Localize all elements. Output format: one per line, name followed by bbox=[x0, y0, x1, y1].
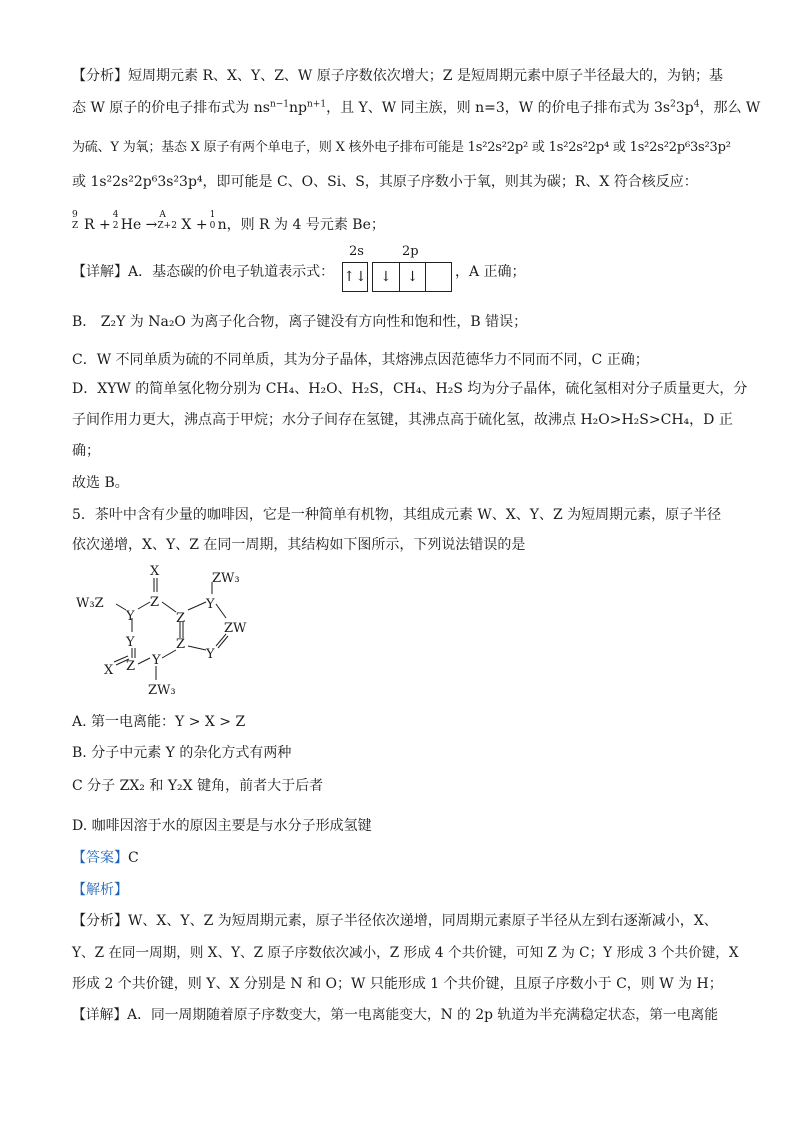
atom-z: Z bbox=[126, 659, 136, 674]
option-c-q5: C 分子 ZX₂ 和 Y₂X 键角，前者大于后者 bbox=[72, 778, 324, 794]
answer-row bbox=[72, 848, 139, 868]
group-zw: ZW bbox=[224, 621, 247, 636]
option-d-line-3: 确； bbox=[72, 443, 100, 459]
symbol-r: R bbox=[84, 217, 95, 233]
text-seg: ，且 Y、W 同主族，则 n=3，W 的价电子排布式为 3s bbox=[326, 100, 671, 116]
analysis-label: 【解析】 bbox=[72, 882, 128, 898]
option-d-q5: D. 咖啡因溶于水的原因主要是与水分子形成氢键 bbox=[72, 818, 372, 834]
text-seg: 态 W 原子的价电子排布式为 ns bbox=[72, 100, 270, 116]
he-nuclide bbox=[111, 205, 121, 229]
atom-z: Z bbox=[176, 637, 186, 652]
text-seg: ，则 R 为 4 号元素 Be； bbox=[226, 217, 385, 233]
r-nuclide bbox=[72, 205, 84, 229]
atom-y: Y bbox=[152, 653, 161, 668]
atom-x-top: X bbox=[150, 564, 160, 579]
orbital-label-2s: 2s bbox=[349, 244, 364, 259]
orbital-2p-cell bbox=[426, 263, 451, 291]
mass-number: 4 bbox=[112, 210, 119, 220]
analysis2-line-4: 【详解】A．同一周期随着原子序数变大，第一电离能变大，N 的 2p 轨道为半充满稳定状态，第一电离能 bbox=[72, 1007, 719, 1023]
analysis-line-4: 或 1s²2s²2p⁶3s²3p⁴，即可能是 C、O、Si、S，其原子序数小于氧，则其为碳；R、X 符合核反应： bbox=[72, 174, 698, 190]
atomic-number: 2 bbox=[112, 221, 119, 231]
analysis-line-1: 【分析】短周期元素 R、X、Y、Z、W 原子序数依次增大；Z 是短周期元素中原子半径最大的，为钠；基 bbox=[72, 68, 723, 84]
atom-y: Y bbox=[206, 597, 215, 612]
text-seg: ，那么 W bbox=[699, 100, 761, 116]
answer-label: 【答案】 bbox=[72, 850, 128, 866]
analysis2-line-3: 形成 2 个共价键，则 Y、X 分别是 N 和 O；W 只能形成 1 个共价键，且原子序数小于 C，则 W 为 H； bbox=[72, 976, 723, 992]
atomic-number: Z bbox=[72, 221, 79, 231]
detail-a-prefix: 【详解】A．基态碳的价电子轨道表示式： bbox=[72, 264, 335, 280]
question-5-line-1: 5．茶叶中含有少量的咖啡因，它是一种简单有机物，其组成元素 W、X、Y、Z 为短周期元素，原子半径 bbox=[72, 507, 722, 523]
question-5-line-2: 依次递增，X、Y、Z 在同一周期，其结构如下图所示，下列说法错误的是 bbox=[72, 537, 526, 553]
analysis-line-3: 为硫、Y 为氧；基态 X 原子有两个单电子，则 X 核外电子排布可能是 1s²2s²2p² 或 1s²2s²2p⁴ 或 1s²2s²2p⁶3s²3p² bbox=[72, 140, 731, 155]
orbital-2p-cell: ↓ bbox=[373, 263, 400, 291]
superscript: 2 bbox=[670, 99, 676, 110]
analysis2-line-1: 【分析】W、X、Y、Z 为短周期元素，原子半径依次递增，同周期元素原子半径从左到右逐渐减小，X、 bbox=[72, 913, 718, 929]
orbital-label-2p: 2p bbox=[402, 244, 419, 259]
orbital-2s-electrons: ↑↓ bbox=[343, 269, 367, 285]
option-c: C．W 不同单质为硫的不同单质，其为分子晶体，其熔沸点因范德华力不同而不同，C 正确； bbox=[72, 352, 649, 368]
option-b-q5: B. 分子中元素 Y 的杂化方式有两种 bbox=[72, 745, 292, 761]
option-d-line-2: 子间作用力更大，沸点高于甲烷；水分子间存在氢键，其沸点高于硫化氢，故沸点 H₂O>H₂S>CH₄，D 正 bbox=[72, 412, 733, 428]
superscript: n+1 bbox=[307, 99, 327, 110]
answer-value: C bbox=[128, 850, 139, 866]
atom-z: Z bbox=[176, 611, 186, 626]
x-nuclide bbox=[157, 205, 181, 229]
mass-number: 9 bbox=[72, 210, 78, 220]
atom-z: Z bbox=[150, 595, 160, 610]
group-w3z: W₃Z bbox=[76, 596, 104, 611]
option-b: B． Z₂Y 为 Na₂O 为离子化合物，离子键没有方向性和饱和性，B 错误； bbox=[72, 314, 528, 330]
orbital-box-2s bbox=[342, 262, 368, 292]
n-nuclide bbox=[208, 205, 218, 229]
detail-a-suffix: ，A 正确； bbox=[455, 264, 526, 280]
choose-answer: 故选 B。 bbox=[72, 475, 129, 491]
text-seg: 3p bbox=[675, 100, 694, 116]
atom-x-left: X bbox=[104, 663, 114, 678]
analysis-line-2 bbox=[72, 98, 760, 118]
caffeine-structure bbox=[70, 562, 270, 702]
atom-y: Y bbox=[126, 635, 135, 650]
mass-number: 1 bbox=[209, 210, 216, 220]
orbital-box-2p bbox=[372, 262, 452, 292]
orbital-2p-cell: ↓ bbox=[400, 263, 427, 291]
atom-y: Y bbox=[206, 647, 215, 662]
analysis2-line-2: Y、Z 在同一周期，则 X、Y、Z 原子序数依次减小，Z 形成 4 个共价键，可知 Z 为 C；Y 形成 3 个共价键，X bbox=[72, 945, 739, 961]
mass-number: A bbox=[159, 210, 166, 220]
text-seg: np bbox=[289, 100, 308, 116]
symbol-x: X bbox=[181, 217, 192, 233]
group-zw3-bottom: ZW₃ bbox=[148, 683, 176, 698]
superscript: n−1 bbox=[269, 99, 290, 110]
superscript: 4 bbox=[693, 99, 700, 110]
nuclear-equation: 9 Z R + 4 2 He → A Z+2 X + 1 0 n，则 R 为 4 号元素 Be； bbox=[72, 205, 385, 229]
group-zw3-top: ZW₃ bbox=[212, 571, 240, 586]
option-d-line-1: D．XYW 的简单氢化物分别为 CH₄、H₂O、H₂S，CH₄、H₂S 均为分子晶体，硫化氢相对分子质量更大，分 bbox=[72, 381, 748, 397]
symbol-n: n bbox=[217, 217, 227, 233]
atom-y: Y bbox=[126, 609, 135, 624]
atomic-number: Z+2 bbox=[157, 221, 177, 231]
symbol-he: He bbox=[120, 217, 142, 233]
option-a: A. 第一电离能：Y > X > Z bbox=[72, 714, 246, 730]
atomic-number: 0 bbox=[209, 221, 216, 231]
